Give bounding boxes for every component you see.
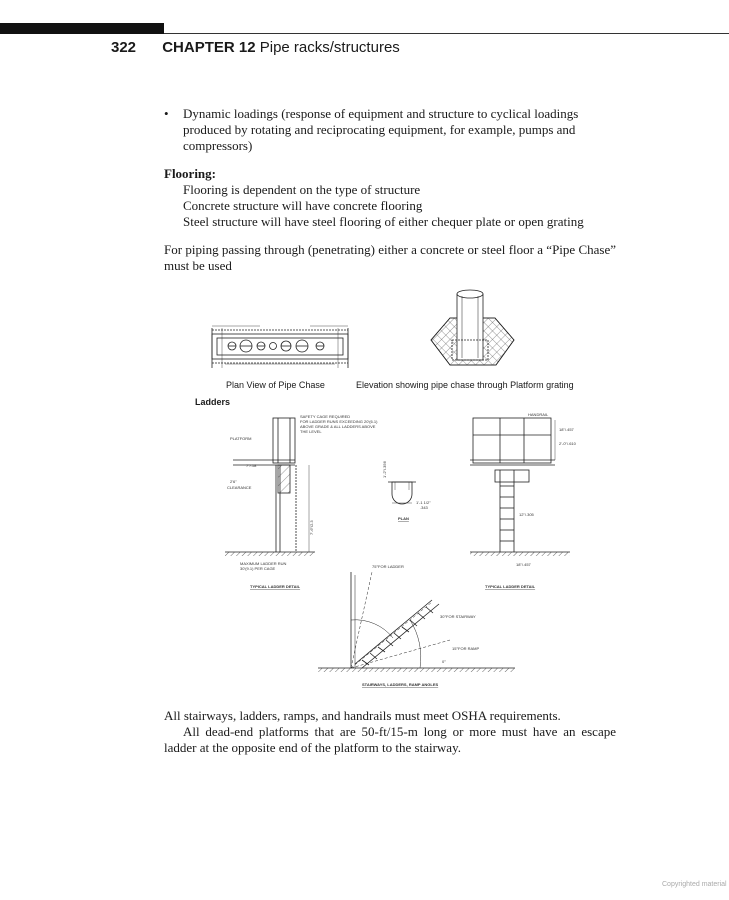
label-dim-305: 12"/.305 xyxy=(519,512,534,517)
copyright-notice: Copyrighted material xyxy=(662,881,727,888)
osha-line-1: All stairways, ladders, ramps, and handrails must meet OSHA requirements. xyxy=(164,708,561,723)
label-ladder-75: 75°FOR LADDER xyxy=(372,564,404,569)
pipe-chase-paragraph: For piping passing through (penetrating) either a concrete or steel floor a “Pipe Chase” must be used xyxy=(164,242,616,273)
plan-view-drawing xyxy=(212,326,348,368)
label-stairway-30: 30°FOR STAIRWAY xyxy=(440,614,476,619)
elevation-drawing xyxy=(431,290,514,365)
label-clearance-dim: 7"/.18 xyxy=(246,463,257,468)
osha-line-2: All dead-end platforms that are 50-ft/15-m long or more must have an escape ladder at the opposite end of the platform to the stairway. xyxy=(164,724,616,755)
bullet-text: Dynamic loadings (response of equipment and structure to cyclical loadings produced by rotating and reciprocating equipment, for example, pumps and compressors) xyxy=(183,106,579,153)
chapter-title: Pipe racks/structures xyxy=(259,39,400,56)
osha-paragraph xyxy=(164,708,616,756)
label-clearance: CLEARANCE xyxy=(227,485,252,490)
label-max-run: MAXIMUM LADDER RUN xyxy=(240,561,287,566)
caption-stairways: STAIRWAYS, LADDERS, RAMP ANGLES xyxy=(362,682,439,687)
flooring-heading: Flooring: xyxy=(164,166,216,181)
label-safety-cage-2: FOR LADDER RUNS EXCEEDING 20'(6.1) xyxy=(300,419,378,424)
bullet-dot: • xyxy=(164,106,169,121)
flooring-line: Steel structure will have steel flooring of either chequer plate or open grating xyxy=(183,214,584,229)
label-max-run-2: 30'(9.1) PER CAGE xyxy=(240,566,276,571)
label-dim-356: 1'-2"/.356 xyxy=(382,461,387,478)
label-safety-cage: SAFETY CAGE REQUIRED xyxy=(300,414,351,419)
label-dim-343: 1'-1 1/2" xyxy=(416,500,431,505)
label-height-dim: 7'-6"/2.3 xyxy=(309,520,314,535)
label-dim-610: 2'-0"/.610 xyxy=(559,441,576,446)
page-number: 322 xyxy=(111,39,137,56)
label-handrail: HANDRAIL xyxy=(528,412,549,417)
caption-elevation: Elevation showing pipe chase through Platform grating xyxy=(356,380,574,390)
caption-typical-right: TYPICAL LADDER DETAIL xyxy=(485,584,536,589)
label-platform: PLATFORM xyxy=(230,436,252,441)
label-clear-dim: 2'6" xyxy=(230,479,237,484)
label-plan: PLAN xyxy=(398,516,409,521)
label-dim-343b: .343 xyxy=(420,505,428,510)
ladder-plan-detail xyxy=(388,482,416,504)
label-angle-0: 0° xyxy=(442,659,446,664)
caption-typical-left: TYPICAL LADDER DETAIL xyxy=(250,584,301,589)
flooring-line: Flooring is dependent on the type of structure xyxy=(183,182,421,197)
label-safety-cage-4: THE LEVEL xyxy=(300,429,322,434)
chapter-label: CHAPTER 12 xyxy=(162,39,256,56)
ladder-detail-right xyxy=(470,418,570,556)
label-safety-cage-3: ABOVE GRADE & ALL LADDERS ABOVE xyxy=(300,424,376,429)
caption-plan-view: Plan View of Pipe Chase xyxy=(226,380,325,390)
label-ramp-15: 15°FOR RAMP xyxy=(452,646,480,651)
label-dim-457b: 18"/.457 xyxy=(516,562,531,567)
ladders-label: Ladders xyxy=(195,397,231,407)
flooring-line: Concrete structure will have concrete flooring xyxy=(183,198,423,213)
label-dim-457a: 18"/.457 xyxy=(559,427,574,432)
